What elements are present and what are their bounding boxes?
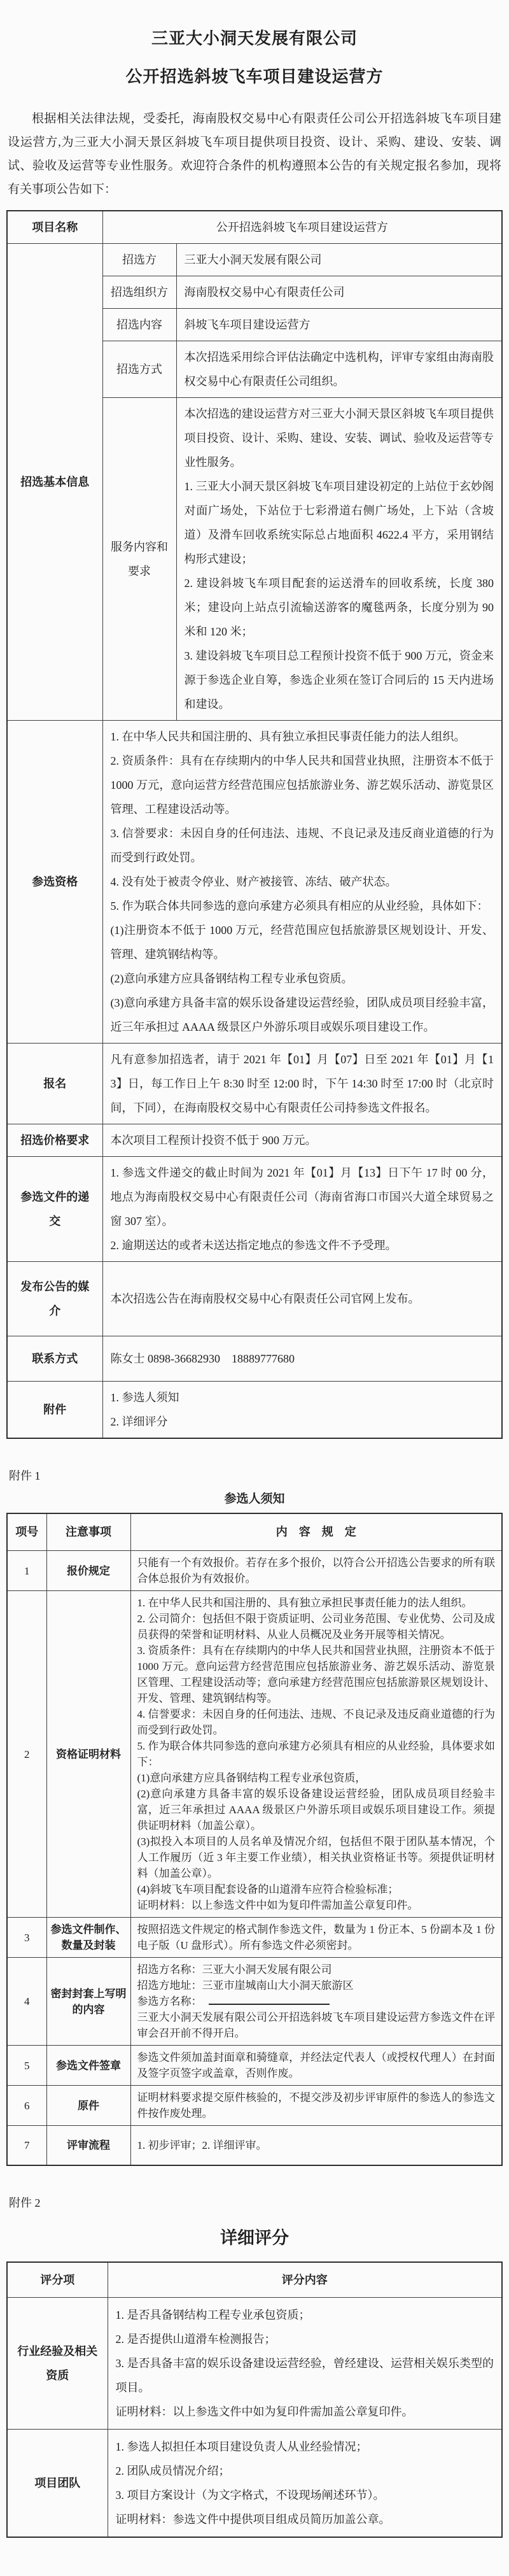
sub-row-label-agency: 招选组织方: [102, 276, 176, 309]
media-content: 本次招选公告在海南股权交易中心有限责任公司官网上发布。: [102, 1262, 502, 1336]
row-number: 1: [7, 1551, 46, 1591]
signature-content: [130, 2046, 502, 2086]
scoring-paragraph: 证明材料：参选文件中提供项目组成员简历加盖公章。: [115, 2513, 391, 2526]
row-label-project-name: 项目名称: [7, 211, 102, 244]
announcement-table: [6, 210, 503, 1439]
table-header-row: [7, 2262, 502, 2298]
scoring-paragraph: 证明材料：以上参选文件中如为复印件需加盖公章复印件。: [115, 2405, 414, 2418]
notice-paragraph: 5. 作为联合体共同参选的意向承建方必须具有相应的从业经验，具体要求如下：: [137, 1740, 495, 1768]
service-paragraph: 3. 建设斜坡飞车项目总工程预计投资不低于 900 万元，资金来源于参选企业自筹，参选企业须在签订合同后的 15 天内进场和建设。: [184, 649, 494, 711]
qualification-content: [102, 721, 502, 1044]
table-row: [7, 1157, 502, 1262]
notice-paragraph: 1. 在中华人民共和国注册的、具有独立承担民事责任能力的法人组织。: [137, 1597, 473, 1609]
review-process-content: [130, 2126, 502, 2166]
notice-paragraph: 3. 资质条件：具有在存续期内的中华人民共和国营业执照，注册资本不低于 1000 万元。意向运营方经营范围应包括旅游业务、游艺娱乐活动、游览景区管理、工程建设活动等；意向承建方经营范围应包括旅游景区规划设计、开发、管理、建筑钢结构等。: [137, 1645, 495, 1704]
row-item-qualification-docs: 资格证明材料: [46, 1591, 130, 1918]
participant-name-label: 参选方名称：: [137, 1995, 202, 2007]
notice-paragraph: 2. 公司简介：包括但不限于资质证明、公司业务范围、专业优势、公司及成员获得的荣誉和证明材料、从业人员概况及业务开展等相关情况。: [137, 1613, 495, 1641]
originals-content: [130, 2086, 502, 2126]
notice-paragraph: 招选方名称：三亚大小洞天发展有限公司: [137, 1964, 332, 1976]
project-team-content: [108, 2430, 502, 2538]
notice-paragraph: (1)意向承建方应具备钢结构工程专业承包资质，: [137, 1772, 366, 1784]
row-label-registration: 报名: [7, 1044, 102, 1124]
envelope-content: [130, 1958, 502, 2046]
price-content: 本次项目工程预计投资不低于 900 万元。: [102, 1124, 502, 1157]
registration-content: 凡有意参加招选者，请于 2021 年【01】月【07】日至 2021 年【01】月【13】日，每工作日上午 8:30 时至 12:00 时，下午 14:30 时至 17:00 时（北京时间，下同），在海南股权交易中心有限责任公司持参选文件报名。: [102, 1044, 502, 1124]
document-title-line1: 三亚大小洞天发展有限公司: [151, 29, 358, 48]
submission-content: [102, 1157, 502, 1262]
sub-row-label-service: 服务内容和要求: [102, 398, 176, 721]
notice-paragraph: 只能有一个有效报价。若存在多个报价，以符合公开招选公告要求的所有联合体总报价为有效报价。: [137, 1557, 495, 1585]
industry-experience-content: [108, 2298, 502, 2430]
table-row: [7, 2430, 502, 2538]
table-row: [7, 1591, 502, 1918]
header-notice-item: 注意事项: [46, 1513, 130, 1551]
table-row: [7, 2086, 502, 2126]
organizer-value: 三亚大小洞天发展有限公司: [176, 244, 502, 276]
submission-paragraph: 2. 逾期送达的或者未送达指定地点的参选文件不予受理。: [110, 1239, 397, 1252]
row-item-originals: 原件: [46, 2086, 130, 2126]
detailed-scoring-table: [6, 2261, 503, 2538]
row-number: 2: [7, 1591, 46, 1918]
blank-underline: [209, 1993, 330, 2005]
attachment2-label: 附件 2: [9, 2197, 41, 2209]
row-item-project-team: 项目团队: [7, 2430, 108, 2538]
scoring-paragraph: 3. 项目方案设计（为文字格式，不设现场阐述环节）。: [115, 2489, 385, 2502]
table-row: [7, 1044, 502, 1124]
attachments-content: [102, 1382, 502, 1439]
attachment1-title: 参选人须知: [224, 1492, 285, 1506]
service-requirements: [176, 398, 502, 721]
attachment-list-item: 2. 详细评分: [110, 1415, 168, 1428]
notice-paragraph: 三亚大小洞天发展有限公司公开招选斜坡飞车项目建设运营方参选文件在评审会召开前不得开启。: [137, 2011, 495, 2039]
table-row: [7, 1551, 502, 1591]
qualification-paragraph: 4. 没有处于被责令停业、财产被接管、冻结、破产状态。: [110, 875, 397, 888]
row-number: 4: [7, 1958, 46, 2046]
scoring-paragraph: 2. 是否提供山道滑车检测报告；: [115, 2333, 276, 2346]
document-making-content: [130, 1918, 502, 1958]
header-scoring-content: 评分内容: [108, 2262, 502, 2298]
scoring-paragraph: 2. 团队成员情况介绍；: [115, 2465, 230, 2477]
header-content-rule: 内 容 规 定: [130, 1513, 502, 1551]
attachment2-title: 详细评分: [220, 2228, 289, 2247]
header-scoring-item: 评分项: [7, 2262, 108, 2298]
row-label-attachments: 附件: [7, 1382, 102, 1439]
scoring-paragraph: 3. 是否具备丰富的娱乐设备建设运营经验，曾经建设、运营相关娱乐类型的项目。: [115, 2357, 494, 2394]
table-row: [7, 2126, 502, 2166]
contact-content: 陈女士 0898-36682930 18889777680: [102, 1336, 502, 1382]
table-row: [7, 244, 502, 276]
attachment1-label: 附件 1: [9, 1469, 41, 1482]
notice-paragraph: (3)拟投入本项目的人员名单及情况介绍，包括但不限于团队基本情况，个人工作履历（近 3 年主要工作业绩），相关执业资格证书等。须提供证明材料（加盖公章）。: [137, 1836, 495, 1879]
notice-paragraph: 证明材料要求提交原件核验的，不提交涉及初步评审原件的参选人的参选文件按作废处理。: [137, 2091, 495, 2120]
notice-paragraph: 按照招选文件规定的格式制作参选文件，数量为 1 份正本、5 份副本及 1 份电子版（U 盘形式）。所有参选文件必须密封。: [137, 1923, 495, 1951]
notice-paragraph: 证明材料：以上参选文件中如为复印件需加盖公章复印件。: [137, 1899, 419, 1911]
scoring-paragraph: 1. 是否具备钢结构工程专业承包资质；: [115, 2309, 310, 2321]
row-item-signature: 参选文件签章: [46, 2046, 130, 2086]
qualification-paragraph: 1. 在中华人民共和国注册的、具有独立承担民事责任能力的法人组织。: [110, 730, 466, 743]
table-row: [7, 2298, 502, 2430]
row-label-qualification: 参选资格: [7, 721, 102, 1044]
attachment-list-item: 1. 参选人须知: [110, 1391, 179, 1404]
table-row: [7, 2046, 502, 2086]
qualification-paragraph: (2)意向承建方应具备钢结构工程专业承包资质。: [110, 972, 353, 985]
table-row: [7, 1382, 502, 1439]
qualification-paragraph: 2. 资质条件：具有在存续期内的中华人民共和国营业执照，注册资本不低于 1000 万元，意向运营方经营范围应包括旅游业务、游艺娱乐活动、游览景区管理、工程建设活动等。: [110, 754, 494, 816]
table-row: [7, 1918, 502, 1958]
notice-paragraph: (4)斜坡飞车项目配套设备的山道滑车应符合检验标准；: [137, 1883, 399, 1895]
qualification-paragraph: 5. 作为联合体共同参选的意向承建方必须具有相应的从业经验，具体如下：: [110, 900, 489, 912]
row-item-document-making: 参选文件制作、数量及封装: [46, 1918, 130, 1958]
method-value: 本次招选采用综合评估法确定中选机构，评审专家组由海南股权交易中心有限责任公司组织。: [176, 341, 502, 398]
sub-row-label-content: 招选内容: [102, 309, 176, 341]
notice-paragraph: [137, 1993, 496, 2009]
row-label-submission: 参选文件的递交: [7, 1157, 102, 1262]
row-label-media: 发布公告的媒介: [7, 1262, 102, 1336]
notice-paragraph: (2)意向承建方具备丰富的娱乐设备建设运营经验，团队成员项目经验丰富，近三年承担过 AAAA 级景区户外游乐项目或娱乐项目建设工作。须提供证明材料（加盖公章）。: [137, 1788, 495, 1832]
service-paragraph: 1. 三亚大小洞天景区斜坡飞车项目建设初定的上站位于玄妙阁对面广场处，下站位于七彩滑道右侧广场处，上下站（含坡道）及滑车回收系统实际总占地面积 4622.4 平方，采用钢结构形式建设；: [184, 480, 494, 565]
row-number: 7: [7, 2126, 46, 2166]
scoring-paragraph: 1. 参选人拟担任本项目建设负责人从业经验情况；: [115, 2440, 368, 2453]
notice-paragraph: 参选文件须加盖封面章和骑缝章，并经法定代表人（或授权代理人）在封面及签字页签字或盖章，否则作废。: [137, 2051, 495, 2079]
row-label-basic-info: 招选基本信息: [7, 244, 102, 721]
agency-value: 海南股权交易中心有限责任公司: [176, 276, 502, 309]
row-number: 3: [7, 1918, 46, 1958]
participant-notice-table: [6, 1513, 503, 2166]
notice-paragraph: 1. 初步评审；2. 详细评审。: [137, 2139, 267, 2151]
service-paragraph: 本次招选的建设运营方对三亚大小洞天景区斜坡飞车项目提供项目投资、设计、采购、建设、安装、调试、验收及运营等专业性服务。: [184, 407, 494, 469]
qualification-paragraph: (1)注册资本不低于 1000 万元，经营范围应包括旅游景区规划设计、开发、管理、建筑钢结构等。: [110, 924, 494, 961]
quote-rule-content: [130, 1551, 502, 1591]
table-row: [7, 721, 502, 1044]
content-value: 斜坡飞车项目建设运营方: [176, 309, 502, 341]
service-paragraph: 2. 建设斜坡飞车项目配套的运送滑车的回收系统，长度 380 米；建设向上站点引流输送游客的魔毯两条，长度分别为 90 米和 120 米；: [184, 577, 494, 638]
row-item-quote-rule: 报价规定: [46, 1551, 130, 1591]
table-header-row: [7, 1513, 502, 1551]
row-number: 5: [7, 2046, 46, 2086]
qualification-paragraph: (3)意向承建方具备丰富的娱乐设备建设运营经验，团队成员项目经验丰富，近三年承担过 AAAA 级景区户外游乐项目或娱乐项目建设工作。: [110, 996, 494, 1033]
table-row: [7, 211, 502, 244]
sub-row-label-organizer: 招选方: [102, 244, 176, 276]
intro-paragraph: 根据相关法律法规，受委托，海南股权交易中心有限责任公司公开招选斜坡飞车项目建设运营方,为三亚大小洞天景区斜坡飞车项目提供项目投资、设计、采购、建设、安装、调试、验收及运营等专业性服务。欢迎符合条件的机构遵照本公告的有关规定报名参加，现将有关事项公告如下：: [8, 112, 501, 196]
header-item-no: 项号: [7, 1513, 46, 1551]
qualification-docs-content: [130, 1591, 502, 1918]
table-row: [7, 1958, 502, 2046]
table-row: [7, 1336, 502, 1382]
row-item-industry-experience: 行业经验及相关资质: [7, 2298, 108, 2430]
row-item-envelope-content: 密封封套上写明的内容: [46, 1958, 130, 2046]
row-number: 6: [7, 2086, 46, 2126]
project-name-value: 公开招选斜坡飞车项目建设运营方: [102, 211, 502, 244]
notice-paragraph: 招选方地址：三亚市崖城南山大小洞天旅游区: [137, 1979, 354, 1992]
submission-paragraph: 1. 参选文件递交的截止时间为 2021 年【01】月【13】日下午 17 时 00 分，地点为海南股权交易中心有限责任公司（海南省海口市国兴大道全球贸易之窗 307 室）。: [110, 1166, 494, 1228]
row-item-review-process: 评审流程: [46, 2126, 130, 2166]
notice-paragraph: 4. 信誉要求：未因自身的任何违法、违规、不良记录及违反商业道德的行为而受到行政处罚。: [137, 1708, 495, 1736]
row-label-price: 招选价格要求: [7, 1124, 102, 1157]
table-row: [7, 1124, 502, 1157]
sub-row-label-method: 招选方式: [102, 341, 176, 398]
row-label-contact: 联系方式: [7, 1336, 102, 1382]
qualification-paragraph: 3. 信誉要求：未因自身的任何违法、违规、不良记录及违反商业道德的行为而受到行政处罚。: [110, 827, 494, 864]
document-title-line2: 公开招选斜坡飞车项目建设运营方: [125, 67, 384, 86]
table-row: [7, 1262, 502, 1336]
